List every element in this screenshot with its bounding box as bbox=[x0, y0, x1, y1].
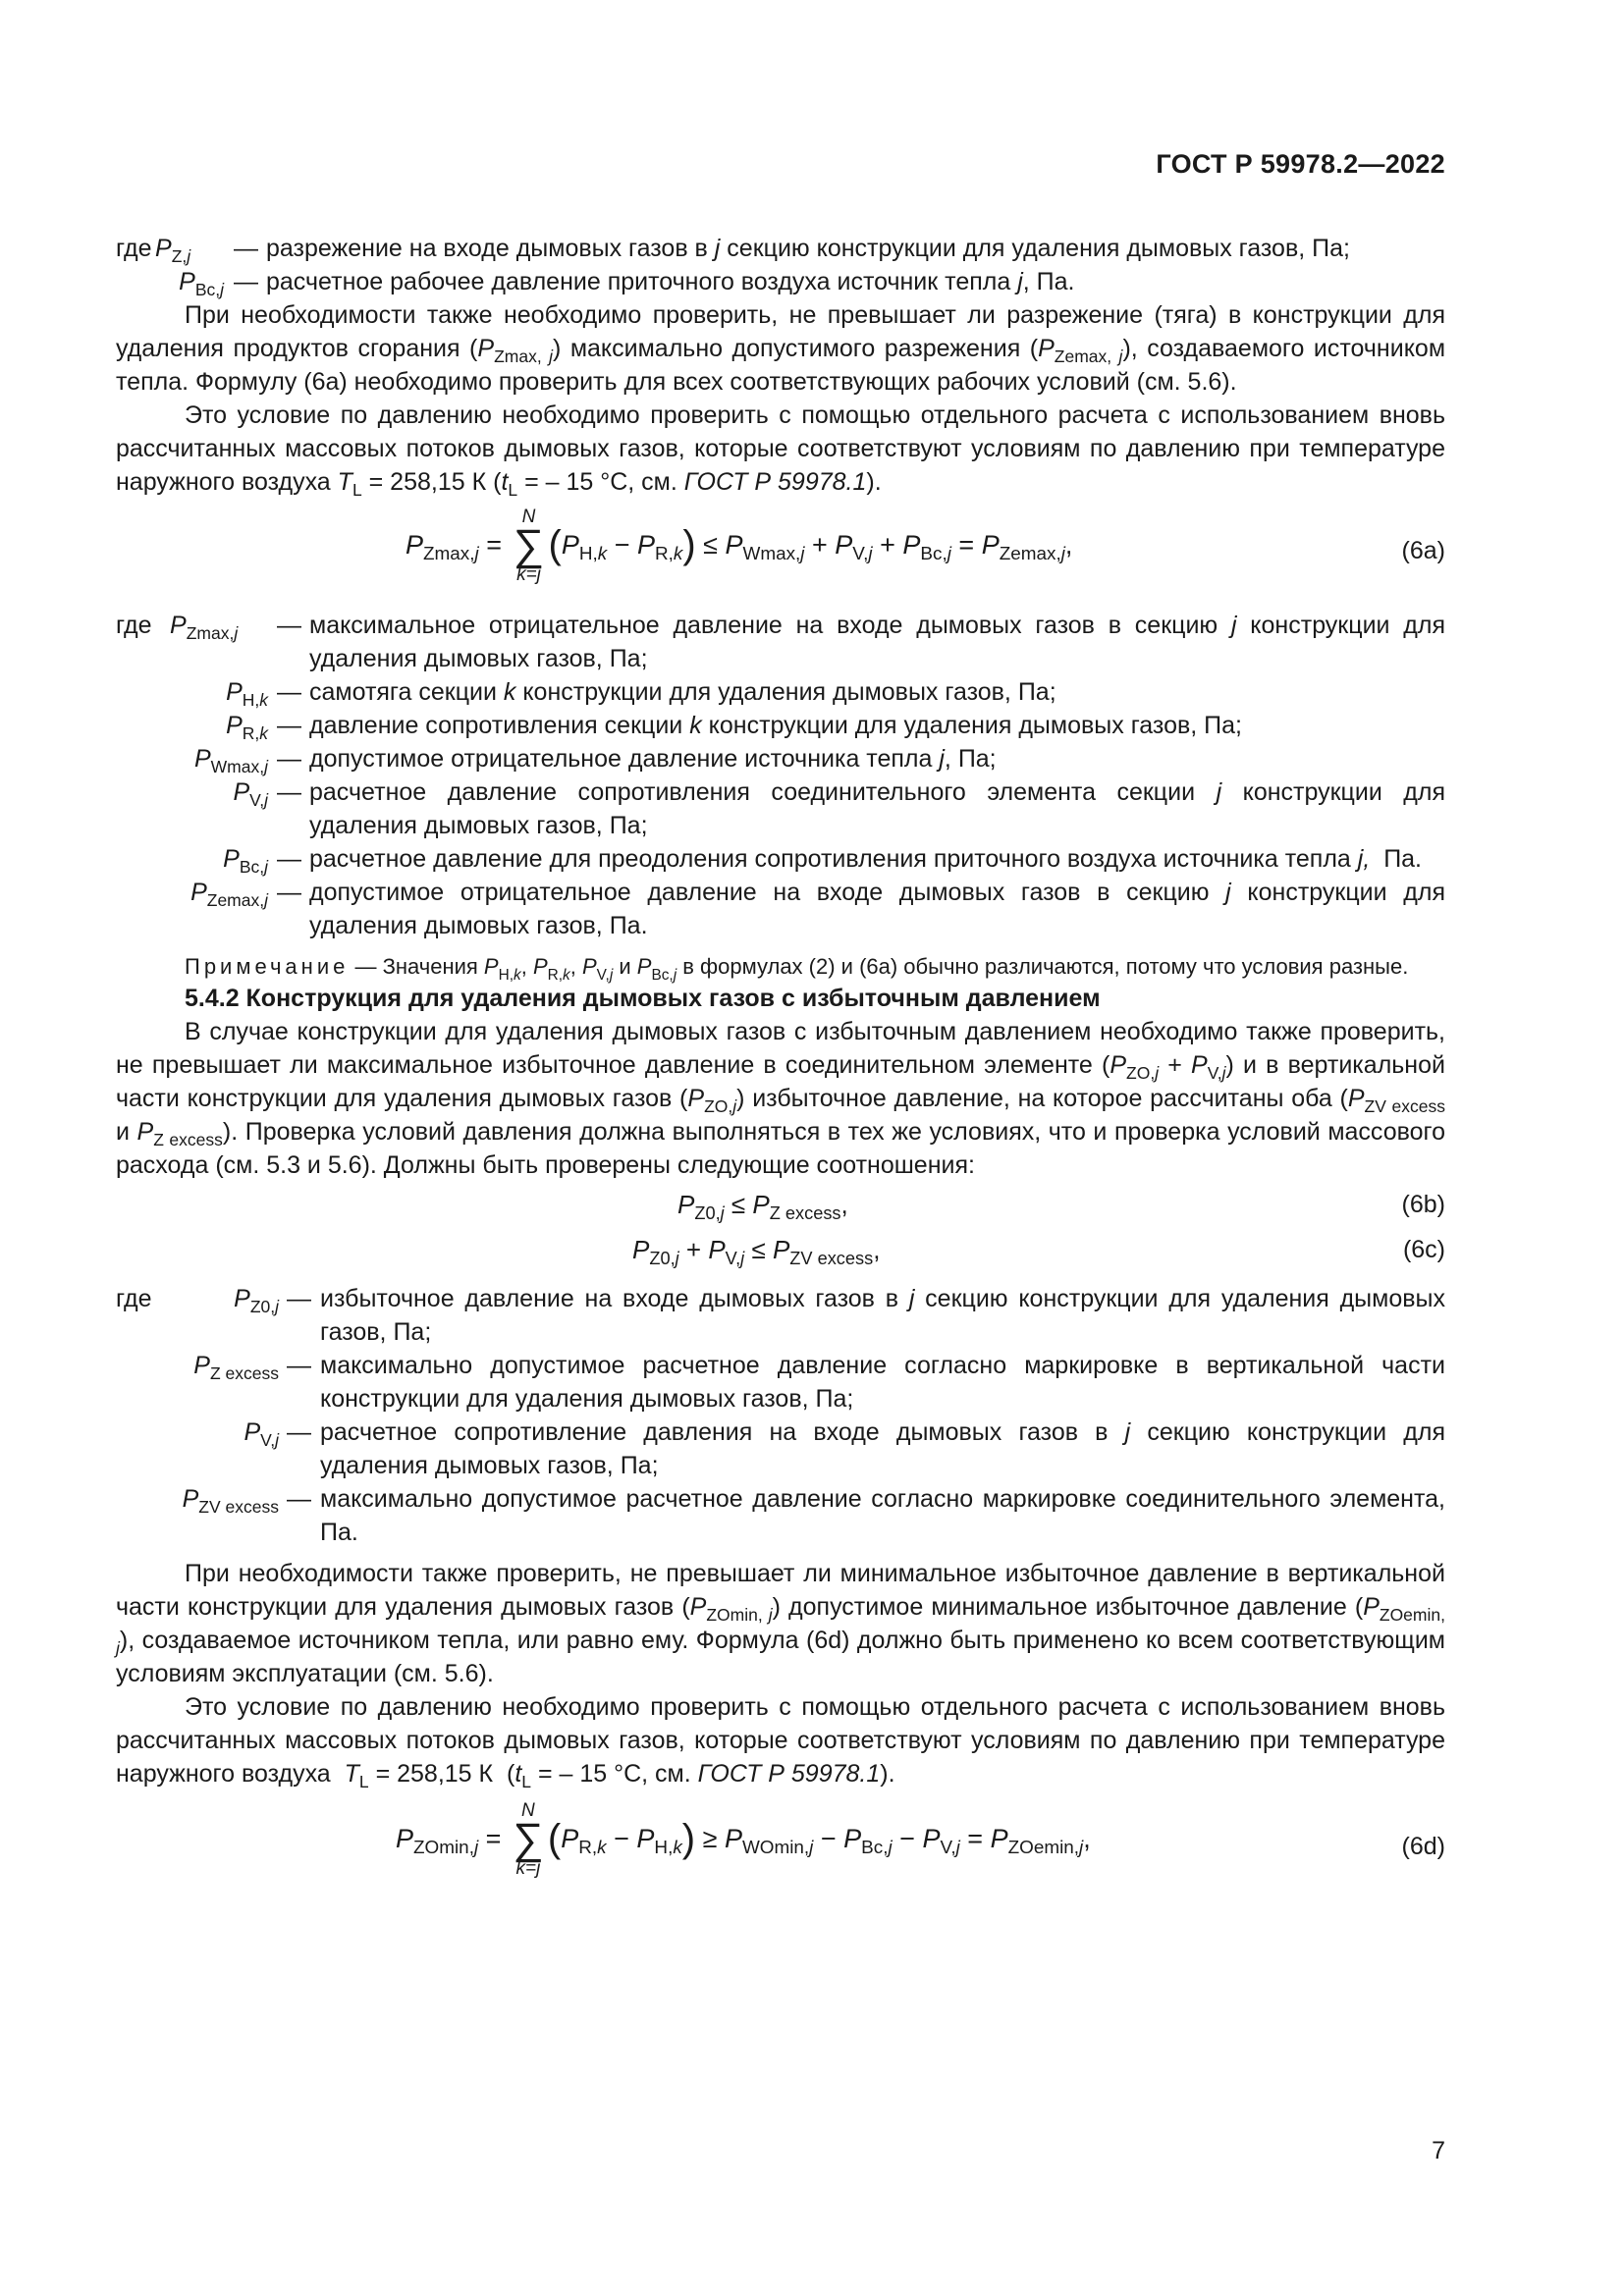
where-row: где $P_{Z,j}$ — разрежение на входе дымовых газов в j секцию конструкции для удаления дымовых газов, Па; bbox=[116, 232, 1445, 265]
formula-number: (6b) bbox=[1401, 1191, 1445, 1218]
formula-6d bbox=[116, 1790, 1445, 1900]
formula-number: (6d) bbox=[1401, 1833, 1445, 1860]
page-content bbox=[116, 232, 1445, 1900]
where-desc: разрежение на входе дымовых газов в j секцию конструкции для удаления дымовых газов, Па; bbox=[266, 235, 1350, 262]
where-word: где bbox=[116, 235, 152, 262]
symbol-pzj: $P_{Z,j}$ bbox=[155, 235, 191, 266]
formula-number: (6c) bbox=[1402, 1236, 1445, 1263]
page-number: 7 bbox=[1432, 2137, 1445, 2164]
paragraph: Это условие по давлению необходимо проверить с помощью отдельного расчета с использованием вновь рассчитанных массовых потоков дымовых газов, которые соответствуют условиям по давлению при температуре наружного воздуха $T_L = 258,15$ К ($t_L$ = – 15 °С, см. ГОСТ Р 59978.1). bbox=[116, 1693, 1445, 1791]
intro-where-list bbox=[116, 232, 1445, 298]
where-row: $P_{V,j}$ — расчетное давление сопротивления соединительного элемента секции j конструкции для удаления дымовых газов, Па; bbox=[233, 778, 1446, 839]
sum-symbol: N ∑ k=j bbox=[513, 1800, 544, 1879]
standard-number: ГОСТ Р 59978.2—2022 bbox=[1156, 149, 1445, 179]
formula-6d-expression: $P_{ZOmin,j}$ = N ∑ k=j $(P_{R,k} - P_{H,k}) \ge P_{WOmin,j} - P_{Bc,j} - P_{V,j} = P_{ZOemin,j}$, bbox=[396, 1800, 1091, 1879]
paragraph: В случае конструкции для удаления дымовых газов с избыточным давлением необходимо также проверить, не превышает ли максимальное избыточное давление в соединительном элементе $(P_{ZO,j} + P_{V,j})$ и в вертикальной части конструкции для удаления дымовых газов $(P_{ZO,j})$ избыточное давление, на которое рассчитаны оба ($P_{ZV excess}$ и $P_{Z excess}$). Проверка условий давления должна выполняться в тех же условиях, что и проверка условий массового расхода (см. 5.3 и 5.6). Должны быть проверены следующие соотношения: bbox=[116, 1018, 1445, 1179]
where-row: $P_{ZV excess}$ — максимально допустимое расчетное давление согласно маркировке соединительного элемента, Па. bbox=[182, 1485, 1445, 1546]
note: Примечание — Значения $P_{H,k}$, $P_{R,k}$, $P_{V,j}$ и $P_{Bc,j}$ в формулах (2) и (6а) обычно различаются, потому что условия разные. bbox=[185, 954, 1409, 984]
where-row: $P_{Zemax,j}$ — допустимое отрицательное давление на входе дымовых газов в секцию j конструкции для удаления дымовых газов, Па. bbox=[190, 879, 1445, 939]
where-6a-list bbox=[116, 609, 1445, 942]
where-row: $P_{Bc,j}$ — расчетное рабочее давление приточного воздуха источник тепла j, Па. bbox=[116, 265, 1445, 298]
formula-number: (6a) bbox=[1401, 537, 1445, 564]
where-row: где $P_{Z0,j}$ — избыточное давление на входе дымовых газов в j секцию конструкции для удаления дымовых газов, Па; bbox=[116, 1285, 1445, 1346]
formula-6a bbox=[116, 499, 1445, 609]
where-row: $P_{H,k}$ — самотяга секции k конструкции для удаления дымовых газов, Па; bbox=[226, 678, 1056, 710]
formula-6a-expression: $P_{Zmax,j}$ = N ∑ k=j $(P_{H,k} - P_{R,k}) \le P_{Wmax,j} + P_{V,j} + P_{Bc,j} = P_{Zemax,j}$, bbox=[406, 507, 1073, 585]
paragraph: Это условие по давлению необходимо проверить с помощью отдельного расчета с использованием вновь рассчитанных массовых потоков дымовых газов, которые соответствуют условиям по давлению при температуре наружного воздуха $T_L = 258,15$ К ($t_L$ = – 15 °С, см. ГОСТ Р 59978.1). bbox=[116, 401, 1445, 500]
where-row: $P_{Wmax,j}$ — допустимое отрицательное давление источника тепла j, Па; bbox=[193, 745, 997, 776]
formula-6b: $P_{Z0,j} \le P_{Z excess}$, (6b) bbox=[677, 1190, 1445, 1223]
where-row: $P_{Bc,j}$ — расчетное давление для преодоления сопротивления приточного воздуха источника тепла j, Па. bbox=[223, 845, 1423, 877]
where-desc: расчетное рабочее давление приточного воздуха источник тепла j, Па. bbox=[266, 268, 1075, 295]
where-row: $P_{V,j}$ — расчетное сопротивление давления на входе дымовых газов в j секцию конструкции для удаления дымовых газов, Па; bbox=[244, 1418, 1445, 1479]
where-row: $P_{Z excess}$ — максимально допустимое расчетное давление согласно маркировке в вертикальной части конструкции для удаления дымовых газов, Па; bbox=[193, 1352, 1445, 1413]
where-row: где $P_{Zmax,j}$ — максимальное отрицательное давление на входе дымовых газов в секцию j конструкции для удаления дымовых газов, Па; bbox=[116, 612, 1445, 672]
where-6b-list bbox=[116, 1282, 1445, 1549]
paragraph: При необходимости также проверить, не превышает ли минимальное избыточное давление в вертикальной части конструкции для удаления дымовых газов $(P_{ZOmin, j})$ допустимое минимальное избыточное давление $(P_{ZOemin, j})$, создаваемое источником тепла, или равно ему. Формула (6d) должно быть применено ко всем соответствующим условиям эксплуатации (см. 5.6). bbox=[116, 1560, 1445, 1687]
formula-6c: $P_{Z0,j} + P_{V,j} \le P_{ZV excess}$, (6c) bbox=[632, 1235, 1445, 1268]
symbol-pbcj: $P_{Bc,j}$ bbox=[179, 268, 224, 299]
sum-symbol: N ∑ k=j bbox=[513, 507, 545, 585]
note-label: Примечание bbox=[185, 954, 350, 979]
section-heading: 5.4.2 Конструкция для удаления дымовых газов с избыточным давлением bbox=[185, 985, 1101, 1012]
where-row: $P_{R,k}$ — давление сопротивления секции k конструкции для удаления дымовых газов, Па; bbox=[226, 712, 1242, 743]
paragraph: При необходимости также необходимо проверить, не превышает ли разрежение (тяга) в конструкции для удаления продуктов сгорания $(P_{Zmax, j})$ максимально допустимого разрежения $(P_{Zemax, j})$, создаваемого источником тепла. Формулу (6а) необходимо проверить для всех соответствующих рабочих условий (см. 5.6). bbox=[116, 301, 1446, 396]
